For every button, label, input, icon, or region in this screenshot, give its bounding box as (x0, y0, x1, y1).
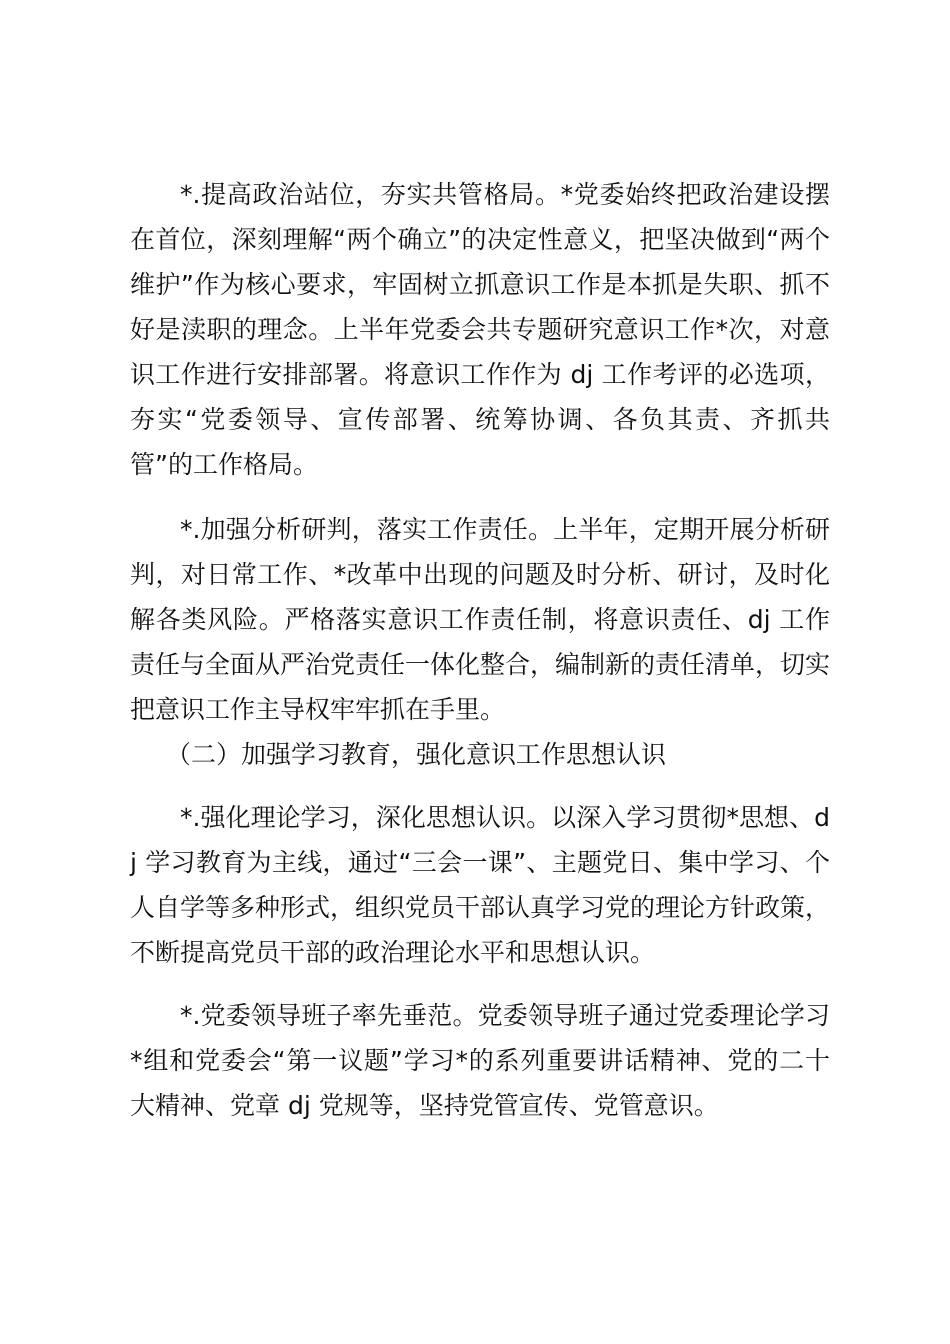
paragraph-1: *.提高政治站位，夯实共管格局。*党委始终把政治建设摆在首位，深刻理解“两个确立”的决定性意义，把坚决做到“两个维护”作为核心要求，牢固树立抓意识工作是本抓是失职、抓不好是渎职的理念。上半年党委会共专题研究意识工作*次，对意识工作进行安排部署。将意识工作作为 dj 工作考评的必选项，夯实“党委领导、宣传部署、统筹协调、各负其责、齐抓共管”的工作格局。 (130, 180, 830, 479)
paragraph-4: *.党委领导班子率先垂范。党委领导班子通过党委理论学习*组和党委会“第一议题”学习*的系列重要讲话精神、党的二十大精神、党章 dj 党规等，坚持党管宣传、党管意识。 (130, 1001, 830, 1120)
document-body (130, 172, 830, 1128)
section-heading: （二）加强学习教育，强化意识工作思想认识 (166, 740, 667, 769)
paragraph-3: *.强化理论学习，深化思想认识。以深入学习贯彻*思想、dj 学习教育为主线，通过“三会一课”、主题党日、集中学习、个人自学等多种形式，组织党员干部认真学习党的理论方针政策，不断提高党员干部的政治理论水平和思想认识。 (130, 803, 831, 967)
paragraph-2: *.加强分析研判，落实工作责任。上半年，定期开展分析研判，对日常工作、*改革中出现的问题及时分析、研讨，及时化解各类风险。严格落实意识工作责任制，将意识责任、dj 工作责任与全面从严治党责任一体化整合，编制新的责任清单，切实把意识工作主导权牢牢抓在手里。 (130, 515, 831, 724)
